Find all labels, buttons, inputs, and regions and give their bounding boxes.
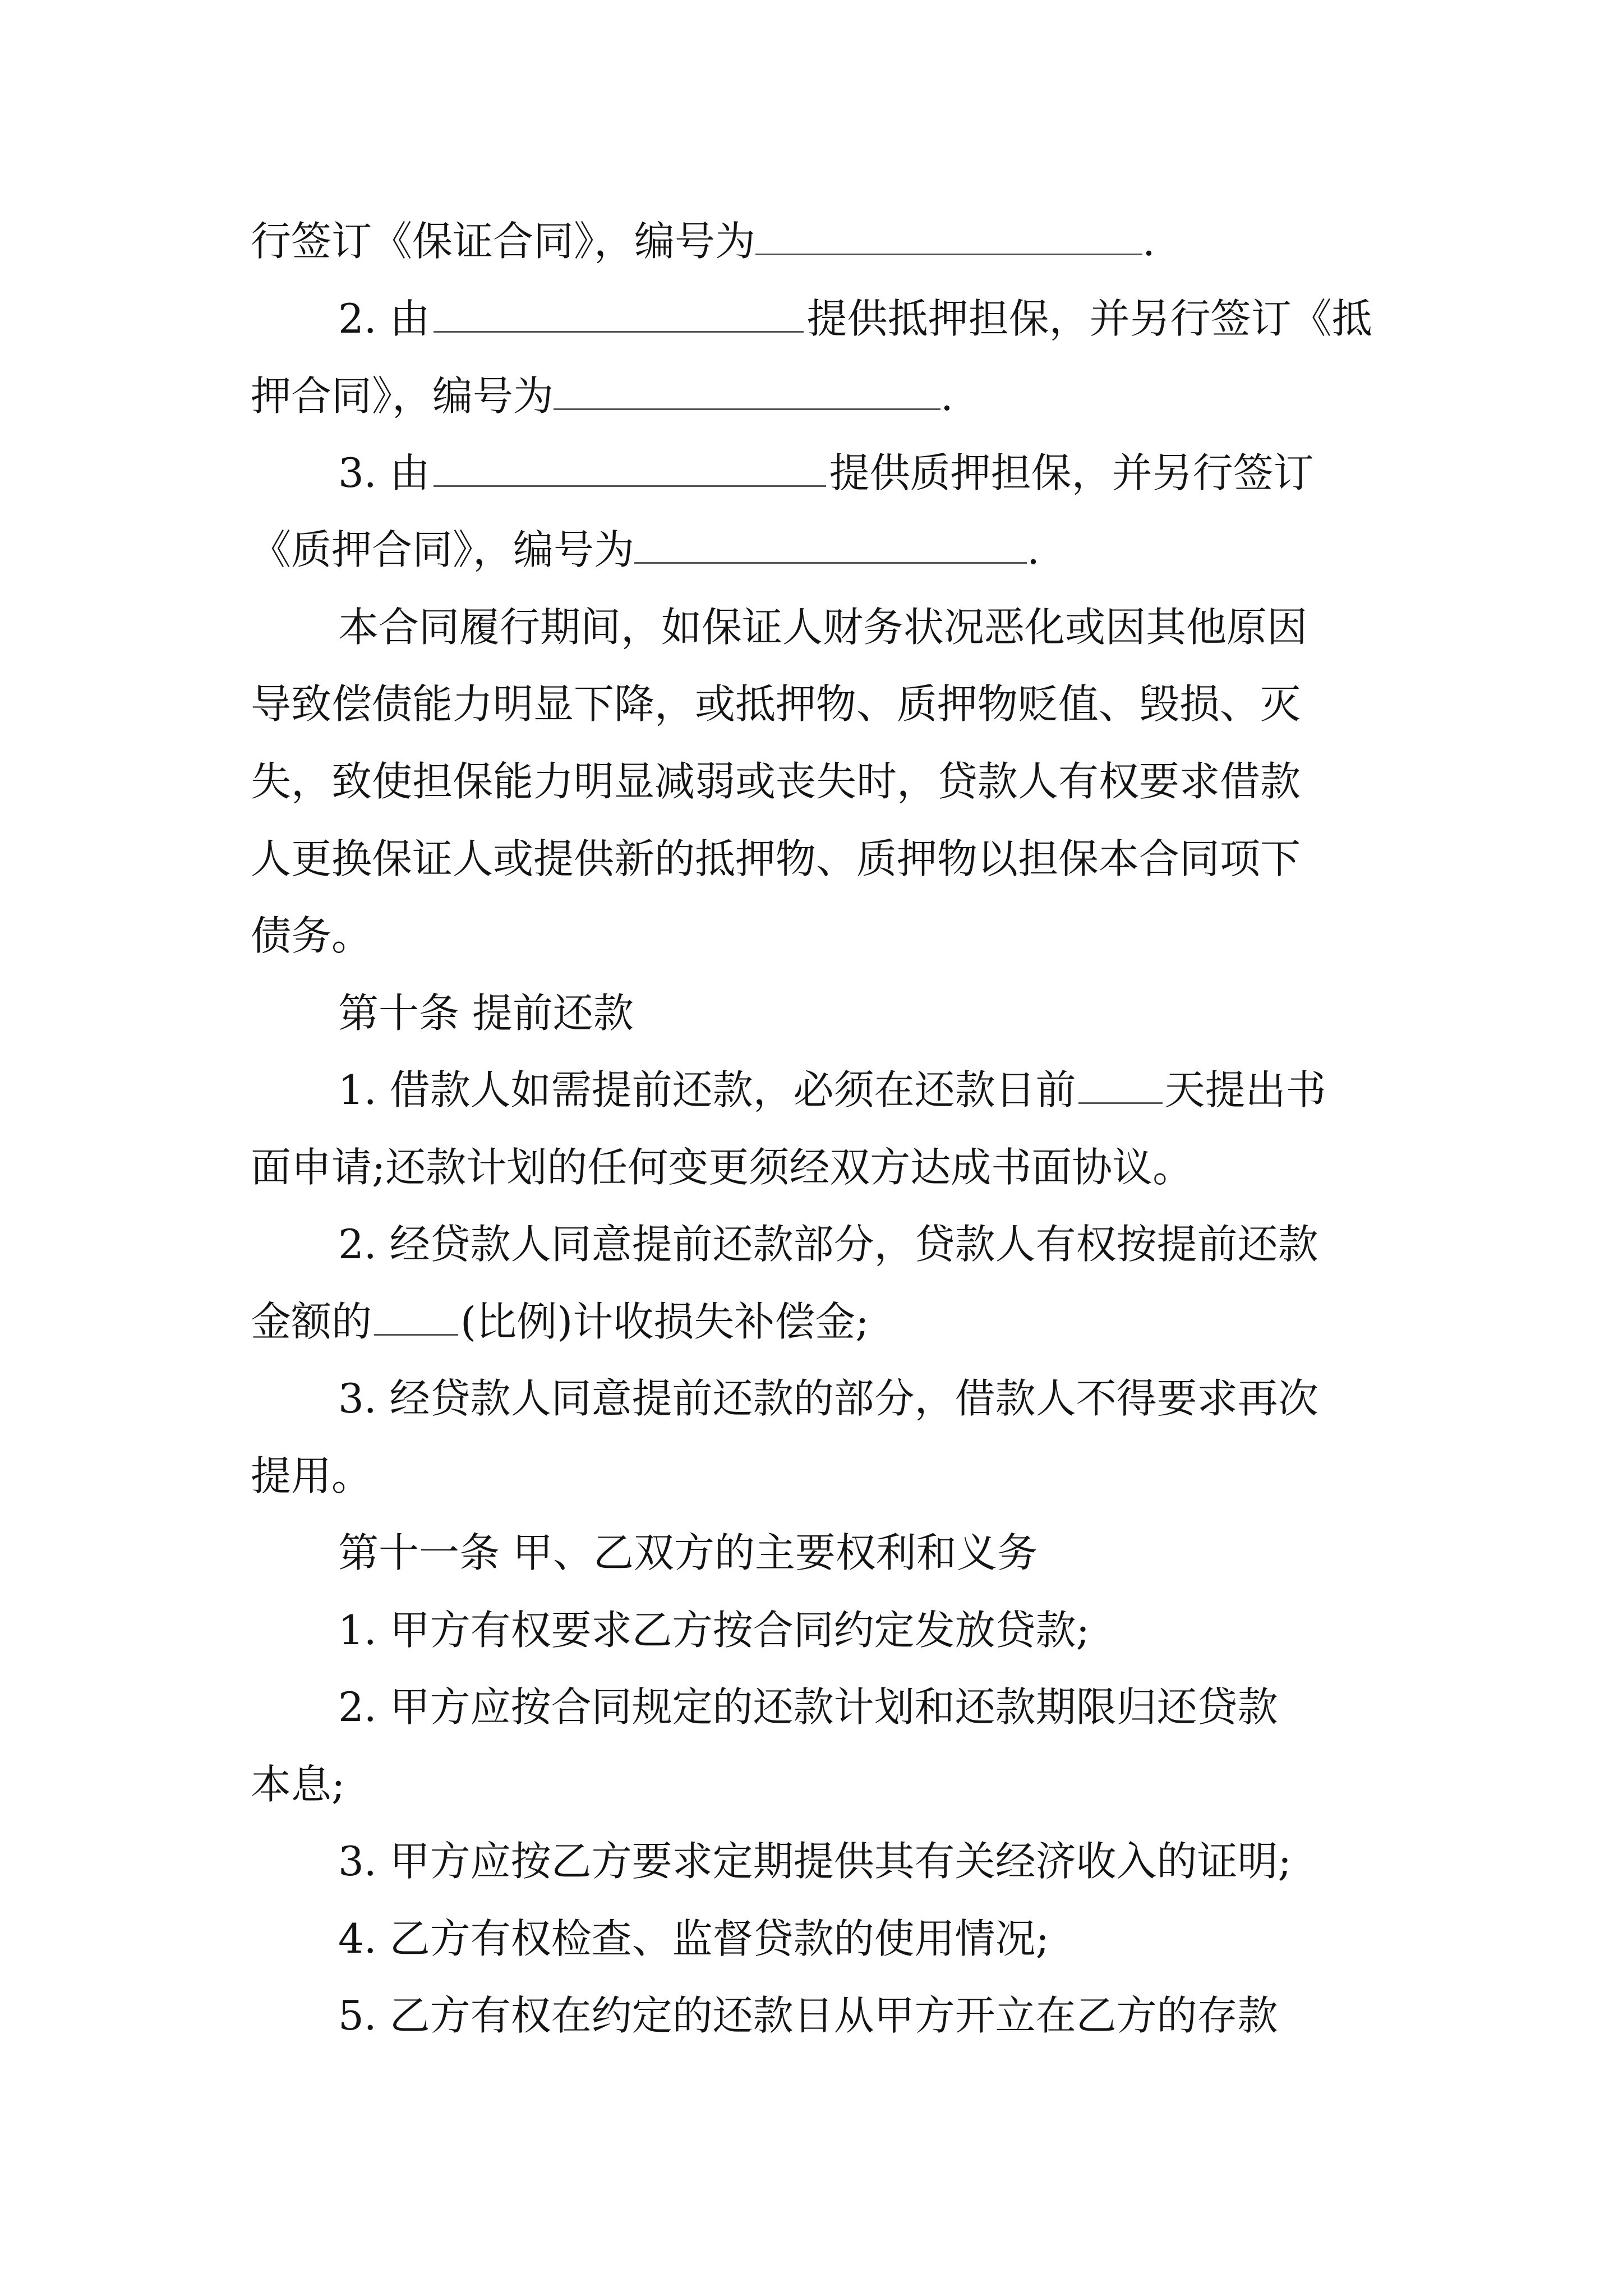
blank-field (554, 374, 940, 410)
text: 提供抵押担保，并另行签订《抵 (806, 295, 1372, 342)
text: 本息; (251, 1761, 345, 1808)
text: 《质押合同》，编号为 (251, 526, 635, 573)
clause9-para-line-2 (251, 676, 1301, 732)
text: 2. 经贷款人同意提前还款部分，贷款人有权按提前还款 (338, 1221, 1318, 1268)
blank-field (434, 296, 804, 333)
text: 2. 甲方应按合同规定的还款计划和还款期限归还贷款 (338, 1683, 1278, 1731)
clause10-item-1-line-1 (338, 1062, 1326, 1118)
heading-text: 第十条 提前还款 (338, 990, 634, 1037)
clause10-heading (338, 985, 634, 1041)
clause10-item-3-line-2 (251, 1448, 372, 1504)
text: 1. 借款人如需提前还款，必须在还款日前 (338, 1066, 1076, 1114)
text: 天提出书 (1164, 1066, 1326, 1114)
heading-text: 第十一条 甲、乙双方的主要权利和义务 (338, 1529, 1038, 1576)
text: 面申请;还款计划的任何变更须经双方达成书面协议。 (251, 1144, 1193, 1191)
clause11-item-4 (338, 1911, 1049, 1967)
text: (比例)计收损失补偿金; (460, 1298, 869, 1345)
text: 本合同履行期间，如保证人财务状况恶化或因其他原因 (338, 604, 1308, 651)
clause11-item-2-line-1 (338, 1679, 1278, 1735)
clause9-item-3-line-1 (338, 445, 1314, 501)
text: 2. 由 (338, 295, 430, 342)
clause10-item-2-line-1 (338, 1216, 1318, 1272)
clause10-item-3-line-1 (338, 1370, 1318, 1427)
clause9-para-line-3 (251, 753, 1301, 809)
text: 提用。 (251, 1452, 372, 1499)
clause9-para-line-1 (338, 599, 1307, 655)
text: 失，致使担保能力明显减弱或丧失时，贷款人有权要求借款 (251, 758, 1301, 805)
blank-field (755, 219, 1142, 255)
clause9-item-2-line-2 (251, 368, 953, 424)
text: . (1027, 526, 1040, 573)
clause11-heading (338, 1525, 1038, 1581)
text: 5. 乙方有权在约定的还款日从甲方开立在乙方的存款 (338, 1992, 1278, 2039)
text: . (1142, 218, 1155, 265)
text: 押合同》，编号为 (251, 372, 554, 420)
clause10-item-2-line-2 (251, 1294, 869, 1350)
text: 导致偿债能力明显下降，或抵押物、质押物贬值、毁损、灭 (251, 680, 1301, 728)
text: 3. 甲方应按乙方要求定期提供其有关经济收入的证明; (338, 1838, 1292, 1885)
clause11-item-5 (338, 1987, 1278, 2044)
clause11-item-3 (338, 1833, 1292, 1889)
text: . (940, 372, 953, 420)
clause9-item-2-line-1 (338, 291, 1372, 347)
text: 人更换保证人或提供新的抵押物、质押物以担保本合同项下 (251, 835, 1301, 882)
text: 金额的 (251, 1298, 372, 1345)
blank-field (634, 527, 1027, 564)
text: 1. 甲方有权要求乙方按合同约定发放贷款; (338, 1607, 1090, 1654)
text: 债务。 (251, 912, 372, 959)
blank-field (1078, 1068, 1163, 1104)
clause11-item-2-line-2 (251, 1756, 345, 1812)
text: 提供质押担保，并另行签订 (829, 449, 1314, 496)
text: 行签订《保证合同》，编号为 (251, 218, 756, 265)
clause9-para-line-5 (251, 908, 372, 964)
text: 4. 乙方有权检查、监督贷款的使用情况; (338, 1915, 1049, 1962)
blank-field (374, 1299, 458, 1336)
clause11-item-1 (338, 1602, 1090, 1658)
blank-field (434, 450, 826, 487)
text: 3. 经贷款人同意提前还款的部分，借款人不得要求再次 (338, 1375, 1318, 1422)
clause9-para-line-4 (251, 831, 1301, 887)
clause10-item-1-line-2 (251, 1139, 1193, 1195)
text: 3. 由 (338, 449, 430, 496)
clause9-item-3-line-2 (251, 522, 1040, 578)
clause9-line-1 (251, 213, 1155, 269)
